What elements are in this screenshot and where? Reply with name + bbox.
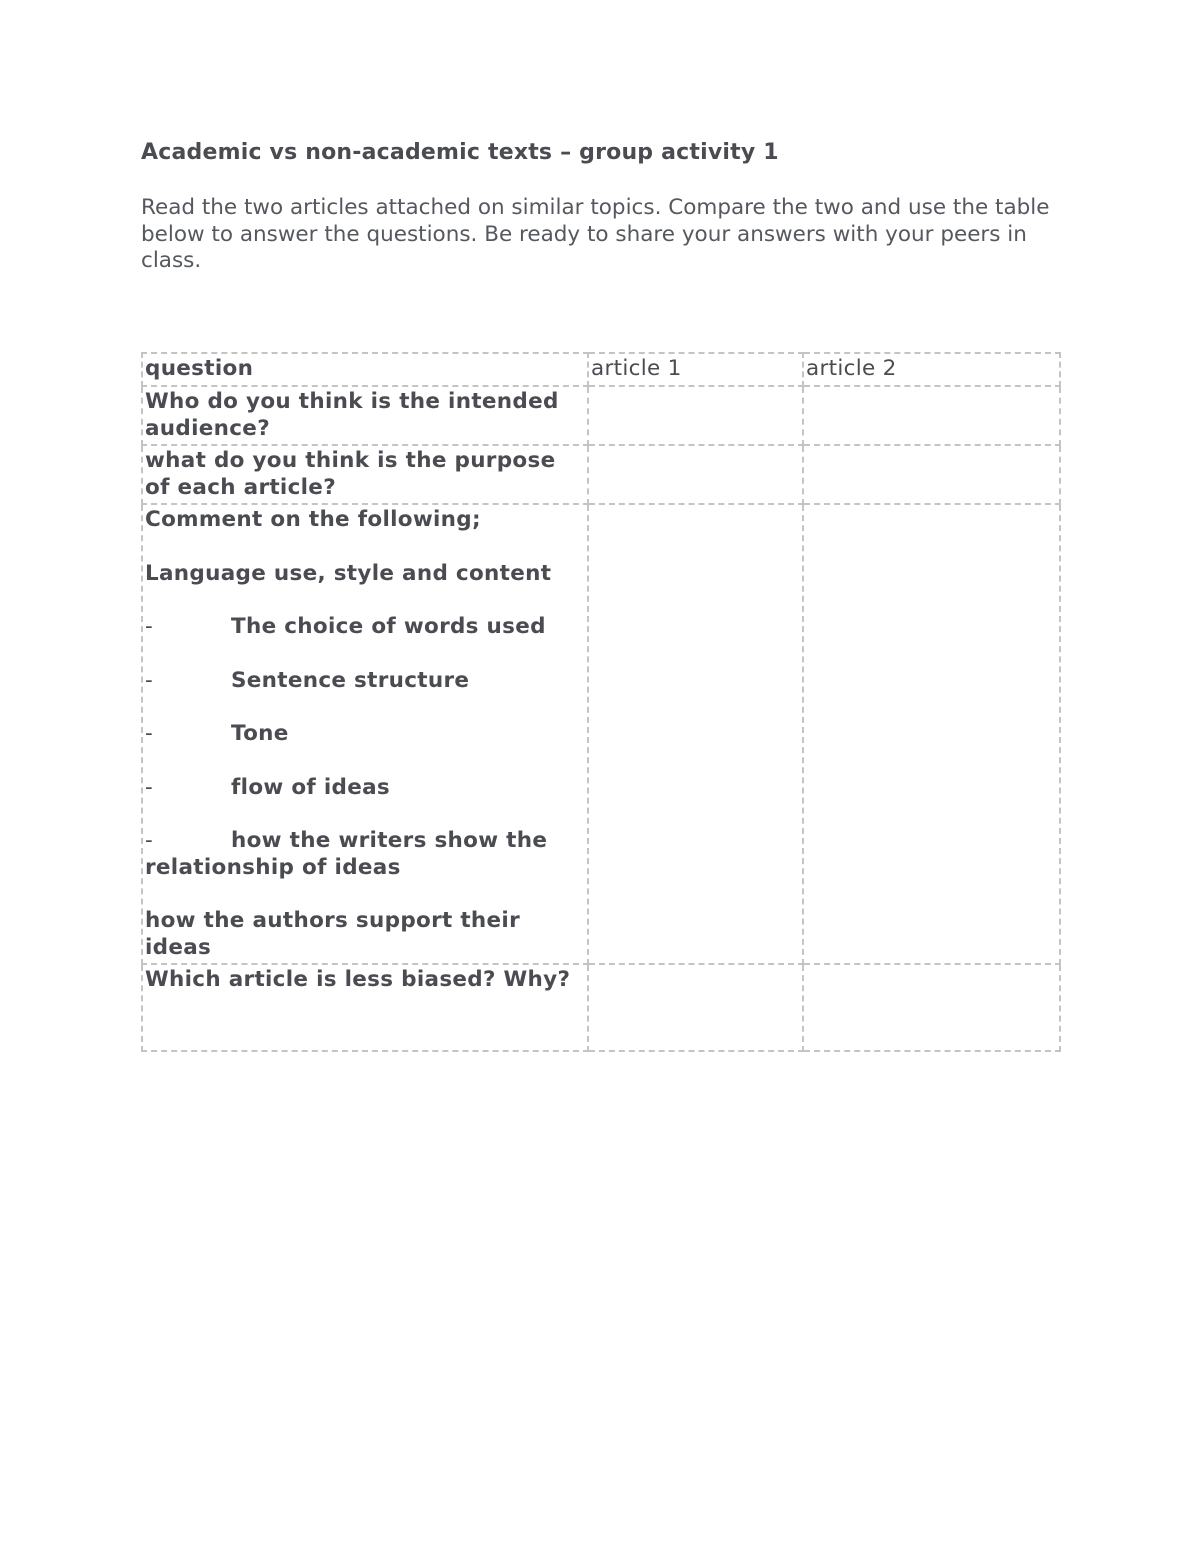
answer-cell-article-1[interactable]	[588, 386, 803, 445]
bullet-dash: -	[145, 614, 154, 639]
bullet-item: - Sentence structure	[145, 667, 470, 693]
table-row	[142, 445, 1060, 504]
comment-closing: how the authors support their ideas	[145, 908, 520, 960]
document-title: Academic vs non-academic texts – group activity 1	[141, 140, 779, 165]
answer-cell-article-1[interactable]	[588, 445, 803, 504]
answer-cell-article-1[interactable]	[588, 964, 803, 1051]
question-cell: Who do you think is the intended audience?	[142, 386, 588, 445]
comment-subheading: Language use, style and content	[145, 560, 552, 586]
header-question: question	[142, 353, 588, 386]
table-header-row	[142, 353, 1060, 386]
header-article-1: article 1	[588, 353, 803, 386]
comment-intro: Comment on the following;	[145, 507, 481, 532]
bullet-continuation: relationship of ideas	[145, 854, 401, 880]
table-row	[142, 386, 1060, 445]
answer-cell-article-2[interactable]	[803, 504, 1060, 964]
comparison-table	[141, 352, 1061, 1052]
intro-paragraph: Read the two articles attached on similar topics. Compare the two and use the table below to answer the questions. Be ready to share your answers with your peers in class.	[141, 195, 1050, 273]
bullet-item: - Tone	[145, 721, 289, 746]
bullet-dash: -	[145, 667, 154, 693]
answer-cell-article-1[interactable]	[588, 504, 803, 964]
bullet-dash: -	[145, 721, 154, 746]
bullet-dash: -	[145, 828, 154, 853]
answer-cell-article-2[interactable]	[803, 964, 1060, 1051]
bullet-item: - how the writers show the	[145, 828, 548, 853]
bullet-item: - The choice of words used	[145, 614, 546, 639]
table-row	[142, 964, 1060, 1051]
bullet-dash: -	[145, 774, 154, 800]
question-cell: what do you think is the purpose of each article?	[142, 445, 588, 504]
header-article-2: article 2	[803, 353, 1060, 386]
answer-cell-article-2[interactable]	[803, 386, 1060, 445]
answer-cell-article-2[interactable]	[803, 445, 1060, 504]
table-row	[142, 504, 1060, 964]
question-cell	[142, 504, 588, 964]
question-cell: Which article is less biased? Why?	[142, 964, 588, 1051]
bullet-item: - flow of ideas	[145, 774, 390, 800]
